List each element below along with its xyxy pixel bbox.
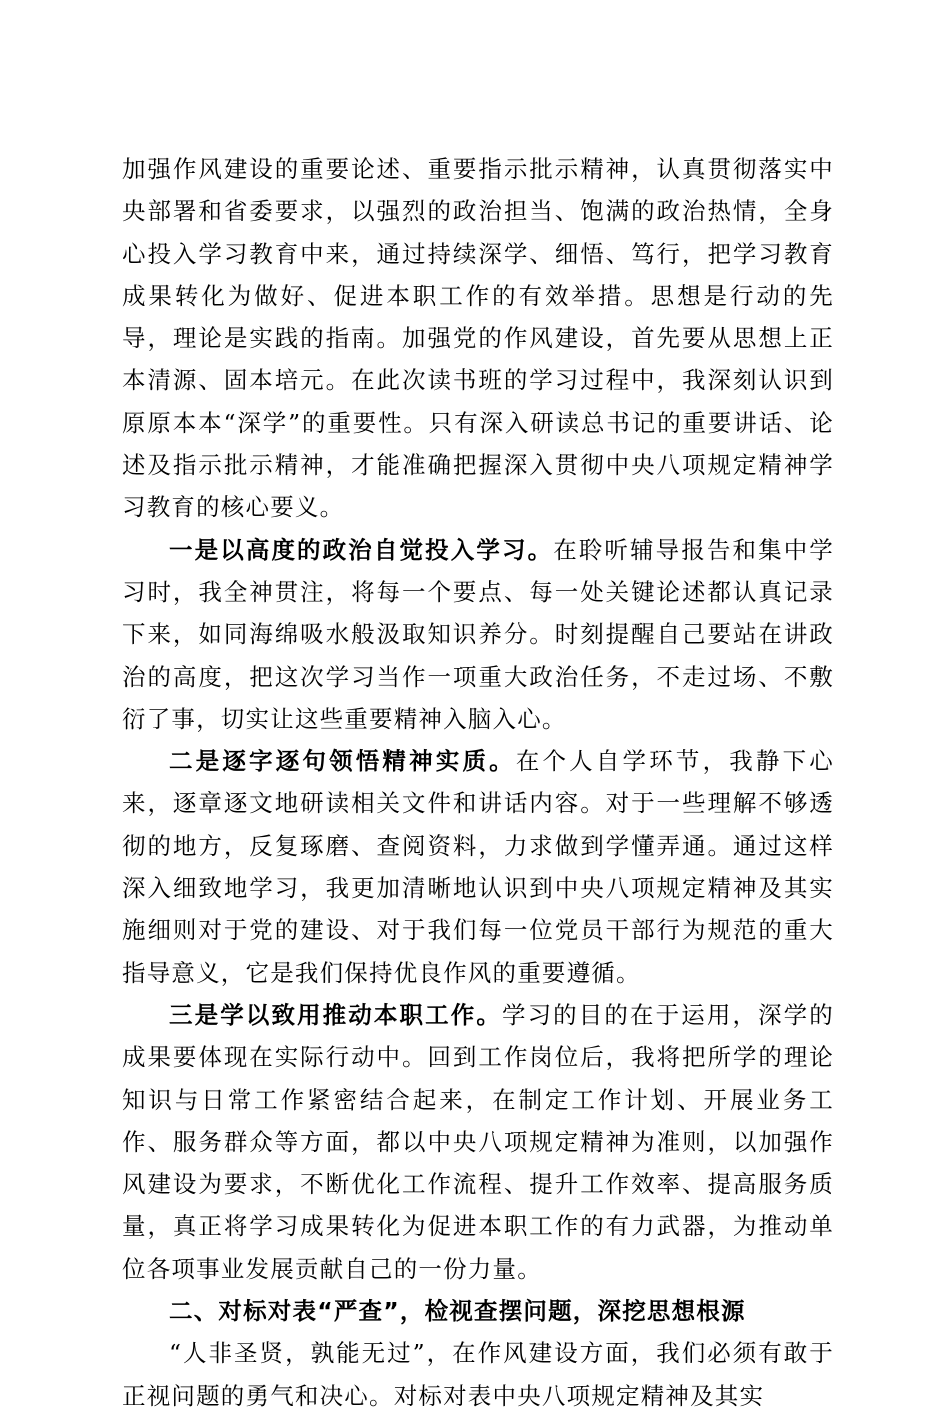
paragraph-2-text: 在聆听辅导报告和集中学习时，我全神贯注，将每一个要点、每一处关键论述都认真记录下来，如同海绵吸水般汲取知识养分。时刻提醒自己要站在讲政治的高度，把这次学习当作一项重大政治任务，不走过场、不敷衍了事，切实让这些重要精神入脑入心。 — [122, 535, 835, 733]
body-paragraph-2 — [122, 529, 834, 740]
body-paragraph-3 — [122, 740, 834, 994]
closing-paragraph: “人非圣贤，孰能无过”，在作风建设方面，我们必须有敢于正视问题的勇气和决心。对标对表中央八项规定精神及其实 — [122, 1339, 834, 1410]
document-page — [122, 148, 834, 1417]
body-paragraph-4 — [122, 994, 834, 1290]
paragraph-3-text: 在个人自学环节，我静下心来，逐章逐文地研读相关文件和讲话内容。对于一些理解不够透彻的地方，反复琢磨、查阅资料，力求做到学懂弄通。通过这样深入细致地学习，我更加清晰地认识到中央八项规定精神及其实施细则对于党的建设、对于我们每一位党员干部行为规范的重大指导意义，它是我们保持优良作风的重要遵循。 — [122, 747, 834, 987]
paragraph-3-lead: 二是逐字逐句领悟精神实质。 — [169, 747, 516, 776]
paragraph-4-text: 学习的目的在于运用，深学的成果要体现在实际行动中。回到工作岗位后，我将把所学的理论知识与日常工作紧密结合起来，在制定工作计划、开展业务工作、服务群众等方面，都以中央八项规定精神为准则，以加强作风建设为要求，不断优化工作流程、提升工作效率、提高服务质量，真正将学习成果转化为促进本职工作的有力武器，为推动单位各项事业发展贡献自己的一份力量。 — [122, 1000, 834, 1283]
paragraph-1-text: 加强作风建设的重要论述、重要指示批示精神，认真贯彻落实中央部署和省委要求，以强烈的政治担当、饱满的政治热情，全身心投入学习教育中来，通过持续深学、细悟、笃行，把学习教育成果转化为做好、促进本职工作的有效举措。思想是行动的先导，理论是实践的指南。加强党的作风建设，首先要从思想上正本清源、固本培元。在此次读书班的学习过程中，我深刻认识到原原本本“深学”的重要性。只有深入研读总书记的重要讲话、论述及指示批示精神，才能准确把握深入贯彻中央八项规定精神学习教育的核心要义。 — [122, 155, 834, 522]
section-heading: 二、对标对表“严查”，检视查摆问题，深挖思想根源 — [169, 1297, 746, 1326]
paragraph-2-lead: 一是以高度的政治自觉投入学习。 — [169, 535, 554, 564]
body-paragraph-1 — [122, 148, 834, 529]
paragraph-4-lead: 三是学以致用推动本职工作。 — [169, 1000, 502, 1029]
